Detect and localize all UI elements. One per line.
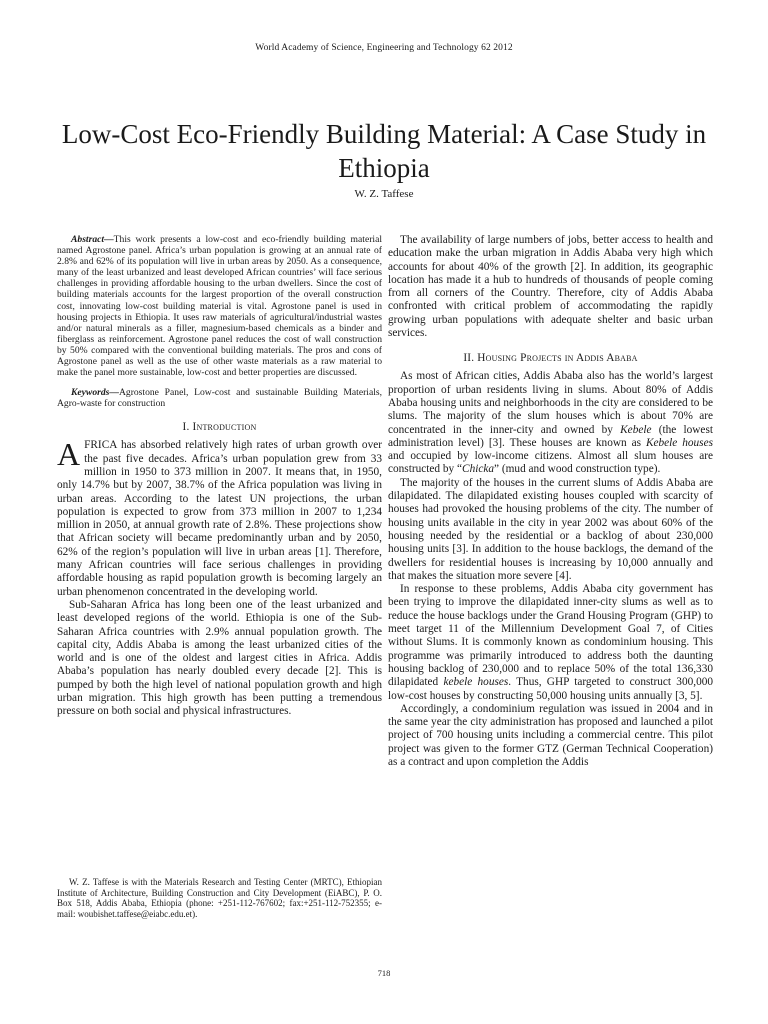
abstract-dash: —	[104, 234, 114, 245]
drop-cap: A	[57, 436, 81, 473]
slums-text-b: (the lowest administration level) [3]. These houses are known as	[388, 423, 713, 449]
abstract-text: This work presents a low-cost and eco-friendly building material named Agrostone panel. Africa’s urban population is growing at an annual rate of 2.8% and 62% of its population will live in urban areas by 2050. As a consequence, many of the least urbanized and least developed African countries’ will face serious challenges in providing affordable housing to the urban dwellers. Since the cost of building materials accounts for the largest proportion of the overall construction cost, innovating low-cost building material is vital. Agrostone panel is used in housing projects in Ethiopia. It uses raw materials of agricultural/industrial wastes and/or natural minerals as a filler, magnesium-based chemicals as a binder and fiberglass as reinforcement. Agrostone panel reduces the cost of wall construction by 50% compared with the conventional building materials. The pros and cons of Agrostone panel as well as the use of other waste materials as a raw material to make the panel more sustainable, low-cost and better properties are discussed.	[57, 234, 382, 379]
slums-paragraph	[388, 370, 713, 476]
kebele-houses-term-2: kebele houses	[443, 676, 509, 689]
intro-paragraph-1	[57, 436, 382, 599]
keywords	[57, 387, 382, 409]
keywords-label: Keywords	[71, 387, 110, 399]
section-heading-housing-projects: II. Housing Projects in Addis Ababa	[463, 352, 638, 365]
paper-author: W. Z. Taffese	[354, 188, 414, 200]
ghp-text-a: In response to these problems, Addis Ababa city government has been trying to improve the dilapidated inner-city slums as well as to reduce the house backlogs under the Grand Housing Program (GHP) to meet target 11 of the Millennium Development Goal 7, of Cities without Slums. It is commonly known as condominium housing. This programme was primarily introduced to address both the daunting housing backlog of 230,000 and to replace 50% of the total 136,330 dilapidated	[388, 583, 713, 689]
abstract-label: Abstract	[71, 234, 105, 245]
journal-header: World Academy of Science, Engineering and Technology 62 2012	[255, 43, 513, 53]
left-column	[57, 234, 382, 719]
ghp-paragraph	[388, 583, 713, 703]
intro-paragraph-1-text: FRICA has absorbed relatively high rates of urban growth over the past five decades. Africa’s urban population grew from 33 million in 1950 to 373 million in 2007. It means that, in 1950, only 14.7% but by 2007, 38.7% of the Africa population was living in urban areas. According to the latest UN projections, the urban population is expected to grow from 373 million in 2007 to 1,234 million in 2050, at annual growth rate of 2.8%. These projections show that African society will became predominantly urban and by 2050, 62% of the region’s population will live in urban areas [1]. Therefore, many African countries will face serious challenges in providing affordable housing as rapid population growth is becoming largely an urban phenomenon concentrated in the developing world.	[57, 439, 382, 598]
abstract	[57, 234, 382, 378]
author-footnote: W. Z. Taffese is with the Materials Research and Testing Center (MRTC), Ethiopian Institute of Architecture, Building Construction and City Development (EiABC), P. O. Box 518, Addis Ababa, Ethiopia (phone: +251-112-767602; fax:+251-112-752355; e-mail: woubishet.taffese@eiabc.edu.et).	[57, 877, 382, 919]
kebele-houses-term: Kebele houses	[645, 436, 713, 449]
keywords-text: Agrostone Panel, Low-cost and sustainable Building Materials, Agro-waste for construction	[57, 387, 382, 410]
keywords-dash: —	[109, 387, 119, 399]
migration-paragraph: The availability of large numbers of jobs, better access to health and education make the urban migration in Addis Ababa very high which accounts for about 40% of the growth [2]. In addition, its geographic location has made it a hub to hundreds of thousands of people coming from all corners of the Country. Therefore, city of Addis Ababa confronted with critical problem of accommodating the rapidly growing urban populations with adequate shelter and basic urban services.	[388, 234, 713, 340]
section-heading-introduction: I. Introduction	[182, 421, 257, 434]
slums-text-c: and occupied by low-income citizens. Almost all slum houses are constructed by “	[388, 450, 713, 476]
page-number: 718	[377, 968, 391, 978]
condominium-paragraph: Accordingly, a condominium regulation was issued in 2004 and in the same year the city administration has proposed and launched a pilot project of 700 housing units including a commercial centre. This pilot project was given to the former GTZ (German Technical Cooperation) as a contract and upon completion the Addis	[388, 702, 713, 768]
slums-text-d: ” (mud and wood construction type).	[494, 463, 661, 476]
intro-paragraph-2: Sub-Saharan Africa has long been one of the least urbanized and least developed regions of the world. Ethiopia is one of the Sub-Saharan Africa countries with 2.9% annual population growth. The capital city, Addis Ababa is among the least urbanized cities of the world and is one of the oldest and largest cities in Africa. Addis Ababa’s population has nearly doubled every decade [2]. This is pumped by both the high level of national population growth and high urban migration. This high growth has been putting a tremendous pressure on both social and physical infrastructures.	[57, 598, 382, 718]
slums-text-a: As most of African cities, Addis Ababa also has the world’s largest proportion of urban residents living in slums. About 80% of Addis Ababa housing units and neighborhoods in the city are considered to be slums. The majority of the slum houses which is about 70% are concentrated in the inner-city and owned by	[388, 370, 713, 436]
kebele-term: Kebele	[620, 423, 652, 436]
ghp-text-b: . Thus, GHP targeted to construct 300,000 low-cost houses by constructing 50,000 housing units annually [3, 5].	[388, 676, 714, 702]
right-column	[388, 234, 713, 769]
paper-title: Low-Cost Eco-Friendly Building Material: A Case Study in Ethiopia	[61, 119, 707, 183]
chicka-term: Chicka	[462, 463, 495, 476]
dilapidated-paragraph: The majority of the houses in the current slums of Addis Ababa are dilapidated. The dilapidated existing houses coupled with scarcity of houses had provoked the housing problems of the city. The number of housing units available in the city in year 2002 was about 60% of the housing needed by the residential or a backlog of about 230,000 housing units [3]. In addition to the house backlogs, the demand of the dwellers for residential houses is increasing by 10,000 annually and that makes the situation more severe [4].	[388, 476, 713, 582]
